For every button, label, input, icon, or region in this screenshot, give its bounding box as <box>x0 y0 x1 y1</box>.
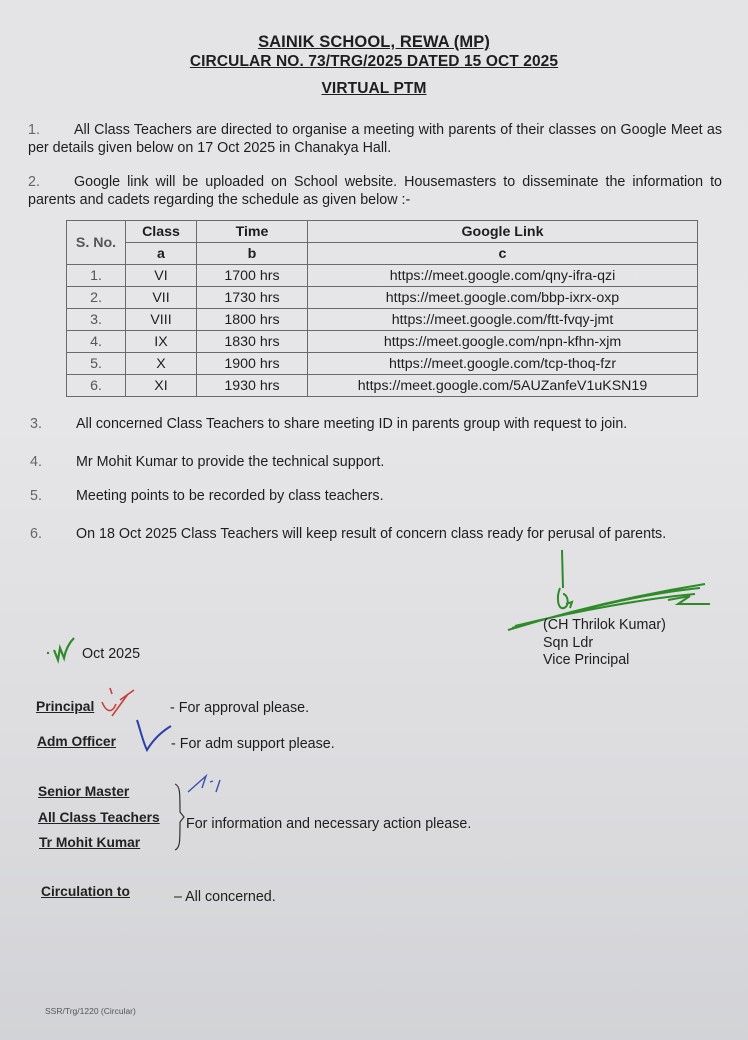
date-line: Oct 2025 <box>82 646 141 662</box>
point-text: Mr Mohit Kumar to provide the technical support. <box>76 454 385 470</box>
cell-sno: 5. <box>67 353 126 375</box>
table-row <box>67 331 698 353</box>
school-name: SAINIK SCHOOL, REWA (MP) <box>258 33 490 51</box>
header-link: Google Link <box>308 221 698 243</box>
table-row <box>67 309 698 331</box>
red-initial-icon <box>98 686 138 722</box>
circulation-action: – All concerned. <box>174 889 276 905</box>
group-action: For information and necessary action please. <box>186 816 472 832</box>
label-circulation: Circulation to <box>41 884 130 899</box>
signatory-rank: Sqn Ldr <box>543 634 594 651</box>
point-text: All concerned Class Teachers to share meeting ID in parents group with request to join. <box>76 416 628 432</box>
table-row <box>67 287 698 309</box>
signature-block <box>543 617 666 670</box>
point-number: 3. <box>30 416 42 432</box>
green-tick-icon <box>46 636 76 662</box>
point-6 <box>30 526 720 543</box>
cell-class: XI <box>126 375 197 397</box>
cell-meet-link: https://meet.google.com/tcp-thoq-fzr <box>308 353 698 375</box>
cell-meet-link: https://meet.google.com/5AUZanfeV1uKSN19 <box>308 375 698 397</box>
cell-class: X <box>126 353 197 375</box>
cell-time: 1900 hrs <box>197 353 308 375</box>
table-row <box>67 265 698 287</box>
cell-meet-link: https://meet.google.com/npn-kfhn-xjm <box>308 331 698 353</box>
cell-class: VII <box>126 287 197 309</box>
blue-initial-icon <box>186 772 246 796</box>
cell-class: IX <box>126 331 197 353</box>
paragraph-text: All Class Teachers are directed to organise a meeting with parents of their classes on Google Meet as per details given below on 17 Oct 2025 in Chanakya Hall. <box>28 122 722 156</box>
brace-icon <box>172 782 186 852</box>
cell-time: 1800 hrs <box>197 309 308 331</box>
paragraph-text: Google link will be uploaded on School website. Housemasters to disseminate the information to parents and cadets regarding the schedule as given below :- <box>28 174 722 208</box>
signatory-designation: Vice Principal <box>543 652 630 668</box>
cell-meet-link: https://meet.google.com/bbp-ixrx-oxp <box>308 287 698 309</box>
subheader-time: b <box>197 243 308 265</box>
signatory-name: (CH Thrilok Kumar) <box>543 617 666 633</box>
cell-sno: 6. <box>67 375 126 397</box>
table-row <box>67 353 698 375</box>
blue-tick-icon <box>133 718 173 754</box>
label-senior-master: Senior Master <box>38 784 130 799</box>
table-header-row <box>67 221 698 243</box>
cell-sno: 4. <box>67 331 126 353</box>
cell-meet-link: https://meet.google.com/qny-ifra-qzi <box>308 265 698 287</box>
subheader-class: a <box>126 243 197 265</box>
point-number: 4. <box>30 454 42 470</box>
cell-time: 1930 hrs <box>197 375 308 397</box>
point-text: Meeting points to be recorded by class teachers. <box>76 488 384 504</box>
cell-class: VIII <box>126 309 197 331</box>
point-text: On 18 Oct 2025 Class Teachers will keep result of concern class ready for perusal of parents. <box>76 526 667 542</box>
circular-subject: VIRTUAL PTM <box>321 80 427 97</box>
label-tr-mohit-kumar: Tr Mohit Kumar <box>39 835 141 850</box>
cell-time: 1700 hrs <box>197 265 308 287</box>
ptm-schedule-table <box>66 220 698 397</box>
point-4 <box>30 454 384 470</box>
cell-sno: 3. <box>67 309 126 331</box>
point-3 <box>30 416 627 432</box>
label-all-class-teachers: All Class Teachers <box>38 810 160 825</box>
cell-time: 1830 hrs <box>197 331 308 353</box>
cell-sno: 1. <box>67 265 126 287</box>
point-5 <box>30 488 384 504</box>
label-principal: Principal <box>36 699 95 714</box>
cell-sno: 2. <box>67 287 126 309</box>
paragraph-2 <box>28 173 722 209</box>
header-time: Time <box>197 221 308 243</box>
cell-meet-link: https://meet.google.com/ftt-fvqy-jmt <box>308 309 698 331</box>
subheader-link: c <box>308 243 698 265</box>
header-class: Class <box>126 221 197 243</box>
point-number: 5. <box>30 488 42 504</box>
table-subheader-row <box>67 243 698 265</box>
label-adm-officer: Adm Officer <box>37 734 116 749</box>
footer-reference: SSR/Trg/1220 (Circular) <box>45 1006 136 1016</box>
paragraph-1 <box>28 121 722 157</box>
cell-class: VI <box>126 265 197 287</box>
paragraph-number: 2. <box>28 174 40 190</box>
point-number: 6. <box>30 526 42 542</box>
adm-officer-action: - For adm support please. <box>171 736 335 752</box>
table-row <box>67 375 698 397</box>
principal-action: - For approval please. <box>170 700 310 716</box>
header-sno: S. No. <box>67 221 126 265</box>
paragraph-number: 1. <box>28 122 40 138</box>
cell-time: 1730 hrs <box>197 287 308 309</box>
circular-number: CIRCULAR NO. 73/TRG/2025 DATED 15 OCT 2025 <box>189 53 559 70</box>
